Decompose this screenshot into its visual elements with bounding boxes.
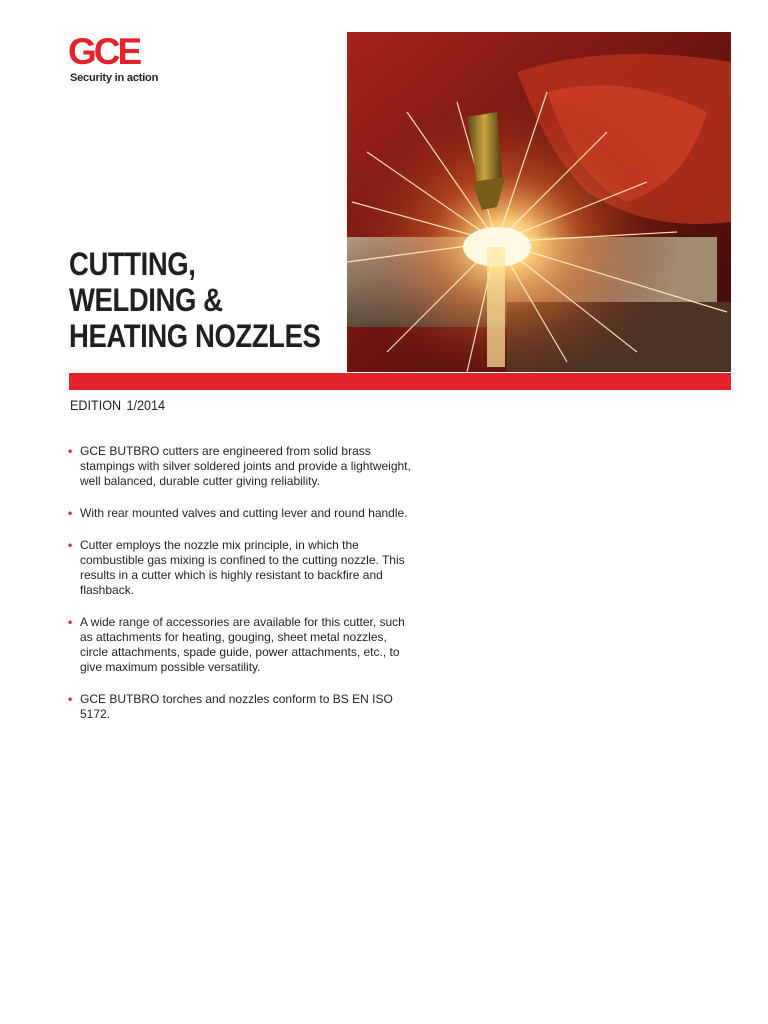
list-item-text: A wide range of accessories are available for this cutter, such as attachments for heating, gouging, sheet metal nozzles, circle attachments, spade guide, power attachments, etc., to give maximum possible versatility. bbox=[80, 615, 405, 674]
edition-number: 1/2014 bbox=[126, 397, 166, 413]
tagline: Security in action bbox=[70, 72, 159, 84]
title-line: CUTTING, bbox=[69, 246, 196, 282]
list-item bbox=[68, 506, 418, 521]
bullet-icon: • bbox=[68, 538, 73, 552]
bullet-icon: • bbox=[68, 444, 73, 458]
edition-line bbox=[70, 397, 165, 413]
logo-text: GCE bbox=[68, 33, 140, 69]
page-title bbox=[69, 246, 320, 354]
list-item-text: GCE BUTBRO torches and nozzles conform to BS EN ISO 5172. bbox=[80, 692, 393, 721]
bullet-icon: • bbox=[68, 692, 73, 706]
list-item-text: GCE BUTBRO cutters are engineered from solid brass stampings with silver soldered joints and provide a lightweight, well balanced, durable cutter giving reliability. bbox=[80, 444, 411, 488]
list-item bbox=[68, 444, 418, 489]
bullet-icon: • bbox=[68, 506, 73, 520]
edition-label: EDITION bbox=[70, 397, 122, 413]
list-item bbox=[68, 615, 418, 675]
list-item-text: With rear mounted valves and cutting lever and round handle. bbox=[80, 506, 408, 520]
feature-list bbox=[68, 444, 418, 739]
red-divider-bar bbox=[69, 373, 731, 390]
bullet-icon: • bbox=[68, 615, 73, 629]
welding-cutting-photo-icon bbox=[347, 32, 731, 372]
gce-logo-icon bbox=[68, 33, 160, 69]
title-line: HEATING NOZZLES bbox=[69, 318, 321, 354]
hero-photo bbox=[347, 32, 731, 372]
title-line: WELDING & bbox=[69, 282, 223, 318]
list-item bbox=[68, 538, 418, 598]
list-item bbox=[68, 692, 418, 722]
list-item-text: Cutter employs the nozzle mix principle, in which the combustible gas mixing is confined to the cutting nozzle. This results in a cutter which is highly resistant to backfire and flashback. bbox=[80, 538, 405, 597]
